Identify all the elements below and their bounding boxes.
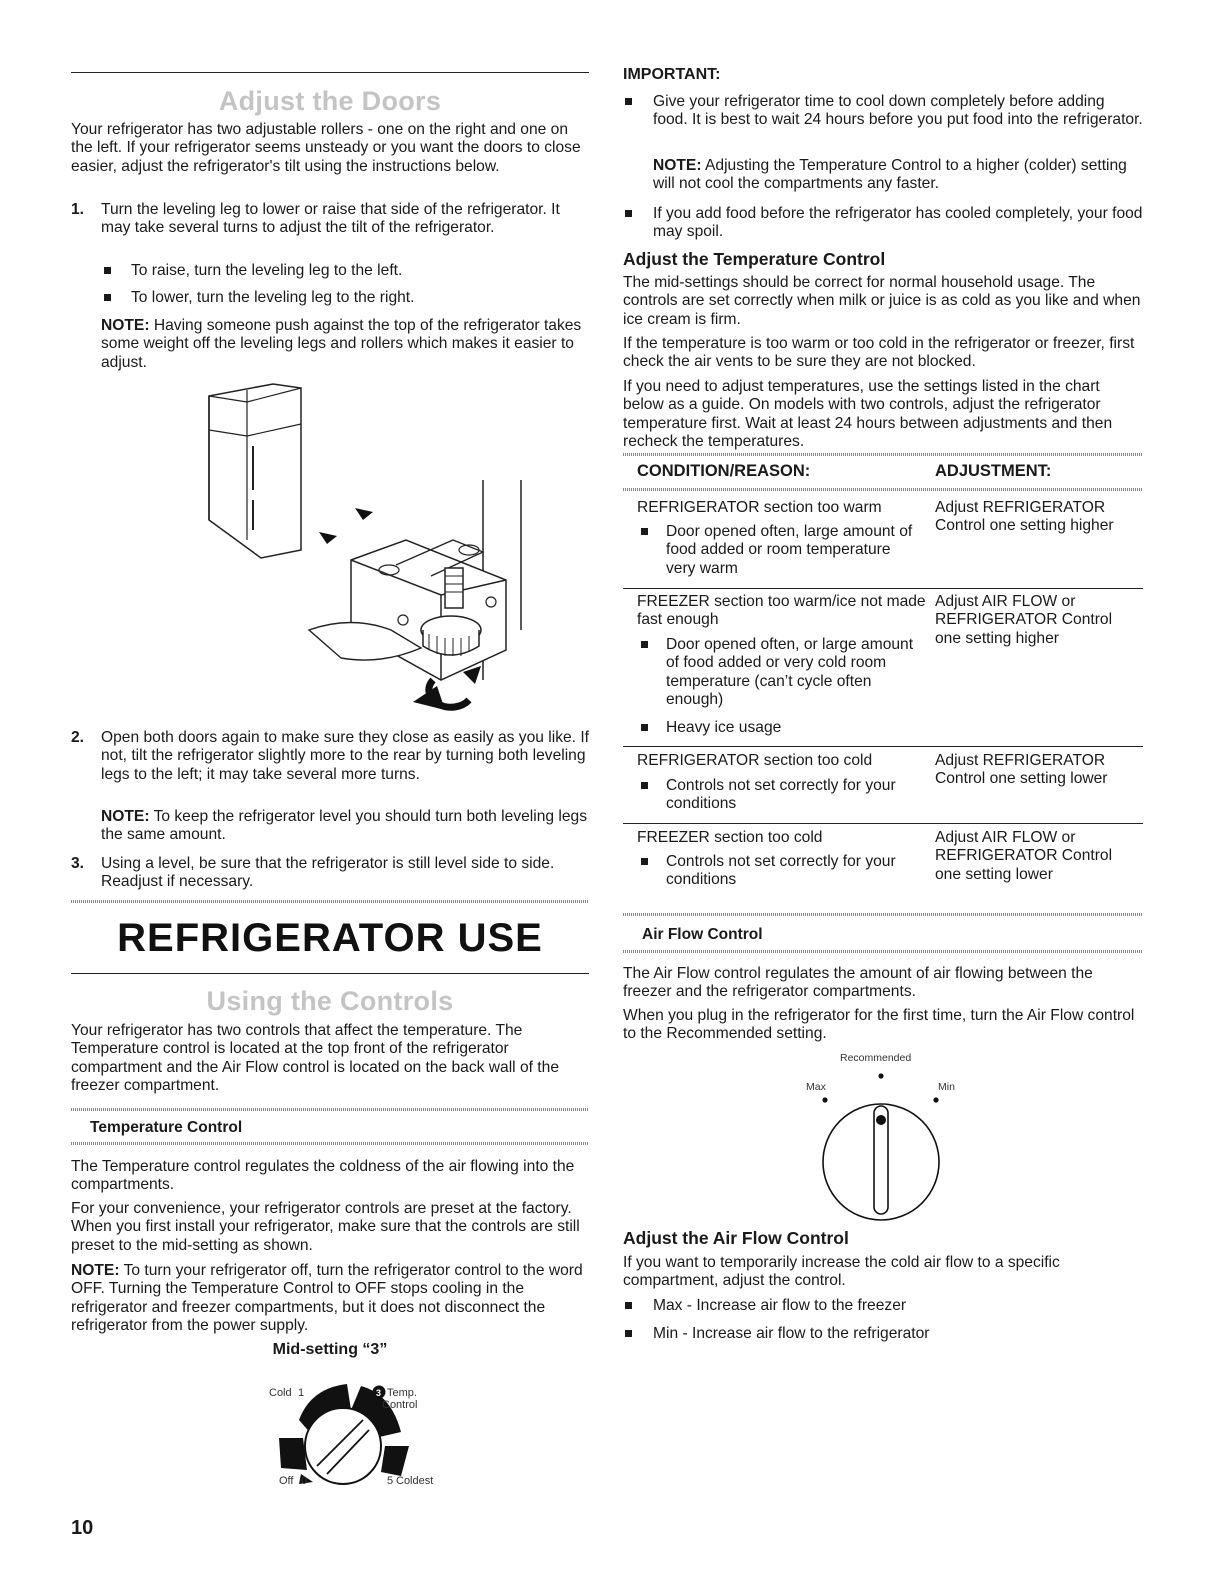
adjust-doors-intro: Your refrigerator has two adjustable rollers - one on the right and one on the left. If your refrigerator seems unsteady or you want the doors to close easier, adjust the refrigerator's tilt using the instructions below. [71,121,581,175]
bullet-icon [625,98,632,105]
dotted-rule [71,1108,589,1111]
dotted-rule [71,1142,589,1145]
temperature-dial [251,1380,434,1490]
adjust-temp-p1: The mid-settings should be correct for normal household usage. The controls are set correctly when milk or juice is as cold as you like and when ice cream is firm. [623,274,1141,328]
row-adjustment: Adjust AIR FLOW or REFRIGERATOR Control one setting lower [935,829,1113,883]
note-label: NOTE: [71,1262,120,1279]
bullet-icon [104,267,111,274]
row-divider [623,823,1143,824]
adjust-doors-title: Adjust the Doors [218,86,442,116]
bullet-icon [641,641,648,648]
note-text: Having someone push against the top of the refrigerator takes some weight off the leveling legs and rollers which makes it easier to adjust. [101,317,582,371]
note-1 [101,317,589,372]
adjust-temp-p2: If the temperature is too warm or too cold in the refrigerator or freezer, first check the air vents to be sure they are not blocked. [623,335,1135,371]
dotted-rule [623,453,1143,456]
step-3-text: Using a level, be sure that the refrigerator is still level side to side. Readjust if necessary. [101,855,555,891]
note-2 [101,808,589,845]
step-2-text: Open both doors again to make sure they close as easily as you like. If not, tilt the refrigerator slightly more to the rear by turning both leveling legs to the left; it may take several more turns. [101,729,590,783]
dial-label-min: Min [938,1081,955,1093]
row-divider [623,588,1143,589]
row-bullet: Heavy ice usage [666,719,782,736]
bullet-icon [625,1330,632,1337]
dial-label-recommended: Recommended [840,1052,912,1064]
bullet-icon [104,294,111,301]
step-1-number: 1. [71,201,85,218]
temperature-control-note [71,1262,589,1335]
dotted-rule [623,913,1143,916]
note-text: Adjusting the Temperature Control to a higher (colder) setting will not cool the compartments any faster. [653,157,1127,193]
dial-label-coldest: Coldest [396,1475,434,1487]
dial-label-max: Max [806,1081,826,1093]
dial-label-off: Off [279,1475,294,1487]
adjust-air-heading: Adjust the Air Flow Control [623,1228,849,1248]
row-bullet: Door opened often, large amount of food added or room temperature very warm [666,523,913,577]
air-flow-dial [798,1048,968,1220]
leveling-leg-illustration [201,380,511,715]
dial-label-cold: Cold [269,1387,292,1399]
bullet-lower: To lower, turn the leveling leg to the right. [131,289,415,306]
top-rule [71,72,589,73]
using-controls-title: Using the Controls [206,986,454,1016]
row-adjustment: Adjust REFRIGERATOR Control one setting lower [935,752,1108,788]
dotted-rule [71,900,589,903]
bullet-raise: To raise, turn the leveling leg to the left. [131,262,403,279]
adjust-air-p1: If you want to temporarily increase the cold air flow to a specific compartment, adjust the control. [623,1254,1060,1290]
row-bullet: Door opened often, or large amount of food added or very cold room temperature (can’t cycle often enough) [666,636,914,708]
bullet-icon [641,858,648,865]
important-bullet-2: If you add food before the refrigerator has cooled completely, your food may spoil. [653,205,1143,241]
row-adjustment: Adjust AIR FLOW or REFRIGERATOR Control one setting higher [935,593,1113,647]
section-rule [71,973,589,974]
step-2-number: 2. [71,729,85,746]
dial-label-5: 5 [387,1475,394,1487]
row-condition: FREEZER section too warm/ice not made fast enough [637,593,926,629]
bullet-icon [641,528,648,535]
mid-setting-caption: Mid-setting “3” [272,1341,388,1358]
bullet-icon [641,724,648,731]
row-condition: REFRIGERATOR section too cold [637,752,873,769]
important-bullet-1: Give your refrigerator time to cool down completely before adding food. It is best to wait 24 hours before you put food into the refrigerator. [653,93,1143,129]
step-3-number: 3. [71,855,85,872]
adjust-air-bullet-min: Min - Increase air flow to the refrigerator [653,1325,930,1342]
row-bullet: Controls not set correctly for your conditions [666,777,896,813]
dial-label-3: 3 [376,1388,382,1398]
using-controls-intro: Your refrigerator has two controls that affect the temperature. The Temperature control is located at the top front of the refrigerator compartment and the Air Flow control is located on the back wall of the freezer compartment. [71,1022,559,1094]
table-header-adjustment: ADJUSTMENT: [935,462,1052,480]
row-divider [623,746,1143,747]
important-label: IMPORTANT: [623,66,721,83]
table-header-condition: CONDITION/REASON: [637,462,811,480]
row-condition: REFRIGERATOR section too warm [637,499,882,516]
adjust-temp-p3: If you need to adjust temperatures, use the settings listed in the chart below as a guide. On models with two controls, adjust the refrigerator temperature first. Wait at least 24 hours between adjustments and then recheck the temperatures. [623,378,1113,450]
dial-label-temp: Temp. [387,1387,417,1399]
temperature-control-heading: Temperature Control [90,1119,243,1136]
section-title: REFRIGERATOR USE [117,916,543,960]
step-1-text: Turn the leveling leg to lower or raise that side of the refrigerator. It may take several turns to adjust the tilt of the refrigerator. [101,201,560,237]
dotted-rule [623,488,1143,491]
dial-label-0: 0 [301,1475,308,1487]
adjust-air-bullet-max: Max - Increase air flow to the freezer [653,1297,907,1314]
dial-label-control: Control [382,1399,418,1411]
temperature-control-p1: The Temperature control regulates the coldness of the air flowing into the compartments. [71,1158,575,1194]
adjust-temp-heading: Adjust the Temperature Control [623,249,886,269]
page-number: 10 [71,1517,94,1539]
air-flow-p1: The Air Flow control regulates the amount of air flowing between the freezer and the refrigerator compartments. [623,965,1093,1001]
row-condition: FREEZER section too cold [637,829,823,846]
air-flow-heading: Air Flow Control [642,926,763,943]
row-bullet: Controls not set correctly for your conditions [666,853,896,889]
bullet-icon [625,1302,632,1309]
row-adjustment: Adjust REFRIGERATOR Control one setting higher [935,499,1114,535]
temperature-control-p2: For your convenience, your refrigerator controls are preset at the factory. When you first install your refrigerator, make sure that the controls are still preset to the mid-setting as shown. [71,1200,580,1254]
bullet-icon [625,210,632,217]
note-label: NOTE: [101,317,150,334]
dial-label-1: 1 [298,1387,305,1399]
important-note [653,157,1143,194]
note-label: NOTE: [101,808,150,825]
note-text: To keep the refrigerator level you should turn both leveling legs the same amount. [101,808,587,844]
dotted-rule [623,950,1143,953]
air-flow-p2: When you plug in the refrigerator for the first time, turn the Air Flow control to the Recommended setting. [623,1007,1135,1043]
note-label: NOTE: [653,157,702,174]
bullet-icon [641,782,648,789]
note-text: To turn your refrigerator off, turn the refrigerator control to the word OFF. Turning the Temperature Control to OFF stops cooling in the refrigerator and freezer compartments, but it does not disconnect the refrigerator from the power supply. [71,1262,583,1334]
